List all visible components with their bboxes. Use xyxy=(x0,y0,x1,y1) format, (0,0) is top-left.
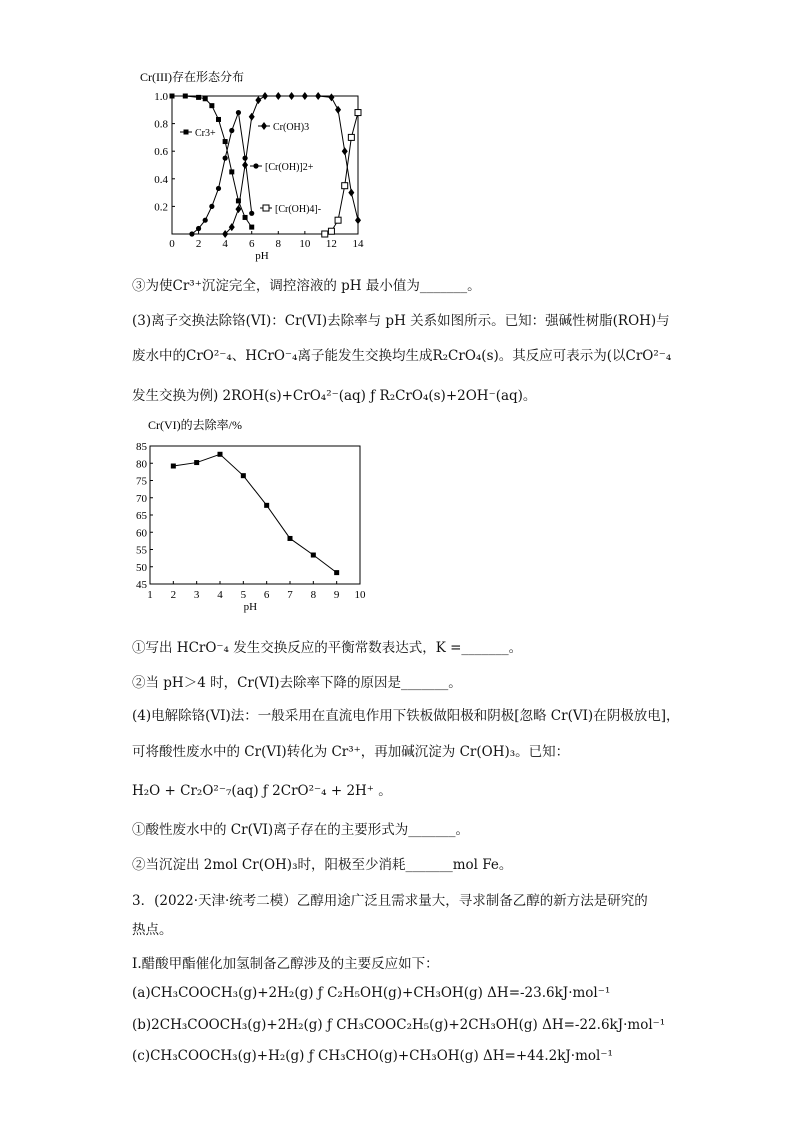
data-point xyxy=(348,134,354,140)
data-point xyxy=(184,130,189,135)
data-point xyxy=(302,92,308,100)
y-tick-label: 0.4 xyxy=(154,173,168,186)
x-tick-label: 5 xyxy=(240,589,247,601)
x-tick-label: 10 xyxy=(299,238,311,250)
data-point xyxy=(255,96,261,104)
chart2-title: Cr(VI)的去除率/% xyxy=(148,418,242,432)
removal-rate-chart xyxy=(128,414,380,614)
data-point xyxy=(342,183,348,189)
y-tick-label: 0.8 xyxy=(154,118,168,131)
reaction-a: (a)CH₃COOCH₃(g)+2H₂(g) ƒ C₂H₅OH(g)+CH₃OH(g) ΔH=-23.6kJ·mol⁻¹ xyxy=(132,985,611,1001)
q3-2-text: ②当 pH＞4 时，Cr(VI)去除率下降的原因是_______。 xyxy=(132,675,462,691)
data-point xyxy=(249,225,254,230)
x-tick-label: 8 xyxy=(275,238,282,250)
data-point xyxy=(328,228,334,234)
data-point xyxy=(334,570,339,575)
y-tick-label: 70 xyxy=(136,492,147,505)
data-point xyxy=(216,186,221,191)
data-point xyxy=(209,103,214,108)
data-point xyxy=(253,163,258,168)
x-tick-label: 2 xyxy=(170,589,177,601)
data-point xyxy=(189,231,194,236)
x-tick-label: 2 xyxy=(195,238,202,250)
y-tick-label: 0.6 xyxy=(154,146,168,159)
data-point xyxy=(229,169,234,174)
data-point xyxy=(335,217,341,223)
y-tick-label: 80 xyxy=(136,458,147,471)
chart2-marks xyxy=(171,452,339,575)
data-point xyxy=(261,122,267,130)
y-tick-label: 60 xyxy=(136,527,147,540)
p4-intro: (4)电解除铬(VI)法：一般采用在直流电作用下铁板做阳极和阴极[忽略 Cr(VI)在阴极放电]， xyxy=(132,708,680,724)
data-point xyxy=(311,553,316,558)
data-point xyxy=(328,93,334,101)
y-tick-label: 65 xyxy=(136,510,147,522)
data-point xyxy=(218,452,223,457)
chart2-frame xyxy=(150,446,360,584)
data-point xyxy=(288,536,293,541)
p4-line2: 可将酸性废水中的 Cr(VI)转化为 Cr³⁺，再加碱沉淀为 Cr(OH)₃。已知： xyxy=(132,744,570,760)
data-point xyxy=(183,94,188,99)
data-point xyxy=(315,92,321,100)
y-tick-label: 45 xyxy=(136,579,147,591)
p3-line3: 发生交换为例) 2ROH(s)+CrO₄²⁻(aq) ƒ R₂CrO₄(s)+2OH⁻(aq)。 xyxy=(132,388,537,404)
y-tick-label: 0.2 xyxy=(154,201,168,214)
x-tick-label: 9 xyxy=(333,589,340,601)
data-point xyxy=(249,211,254,216)
data-point xyxy=(196,95,201,100)
legend-label: Cr(OH)3 xyxy=(273,122,310,133)
x-tick-label: 8 xyxy=(310,589,317,601)
species-distribution-chart xyxy=(130,66,370,262)
data-point xyxy=(229,128,234,133)
data-point xyxy=(263,205,269,211)
x-tick-label: 7 xyxy=(287,589,293,601)
x-axis-label: pH xyxy=(255,250,269,262)
data-point xyxy=(264,503,269,508)
x-tick-label: 3 xyxy=(193,589,200,601)
data-point xyxy=(249,113,255,121)
q3-3-text: ③为使Cr³⁺沉淀完全，调控溶液的 pH 最小值为_______。 xyxy=(132,278,481,294)
data-point xyxy=(241,473,246,478)
x-tick-label: 14 xyxy=(352,238,364,250)
question-3-header: 3．(2022·天津·统考二模）乙醇用途广泛且需求量大，寻求制备乙醇的新方法是研究的 xyxy=(132,893,648,909)
legend-label: [Cr(OH)4]- xyxy=(275,204,322,215)
reaction-c: (c)CH₃COOCH₃(g)+H₂(g) ƒ CH₃CHO(g)+CH₃OH(g) ΔH=+44.2kJ·mol⁻¹ xyxy=(132,1048,613,1064)
x-tick-label: 12 xyxy=(325,238,337,250)
data-point xyxy=(242,156,247,161)
x-tick-label: 1 xyxy=(147,589,153,601)
data-point xyxy=(275,92,281,100)
data-point xyxy=(209,204,214,209)
part-1-intro: I.醋酸甲酯催化加氢制备乙醇涉及的主要反应如下： xyxy=(132,956,439,972)
data-point xyxy=(243,215,248,220)
data-point xyxy=(289,92,295,100)
data-point xyxy=(342,147,348,155)
data-point xyxy=(170,94,175,99)
data-point xyxy=(348,189,354,197)
data-point xyxy=(262,92,268,100)
data-point xyxy=(171,464,176,469)
data-point xyxy=(203,218,208,223)
p4-equation: H₂O + Cr₂O²⁻₇(aq) ƒ 2CrO²⁻₄ + 2H⁺ 。 xyxy=(132,783,392,799)
q4-2-text: ②当沉淀出 2mol Cr(OH)₃时，阳极至少消耗_______mol Fe。 xyxy=(132,857,513,873)
x-tick-label: 6 xyxy=(263,589,270,601)
data-point xyxy=(236,110,241,115)
data-point xyxy=(223,156,228,161)
x-tick-label: 4 xyxy=(217,589,223,601)
data-point xyxy=(322,231,328,237)
legend-label: Cr3+ xyxy=(195,128,216,139)
chart1-axes xyxy=(154,91,364,262)
p3-line2: 废水中的CrO²⁻₄、HCrO⁻₄离子能发生交换均生成R₂CrO₄(s)。其反应可表示为(以CrO²⁻₄ xyxy=(132,348,672,364)
legend-label: [Cr(OH)]2+ xyxy=(265,162,314,173)
y-tick-label: 50 xyxy=(136,561,147,574)
x-axis-label: pH xyxy=(243,601,258,613)
data-point xyxy=(223,139,228,144)
p3-intro: (3)离子交换法除铬(VI)：Cr(VI)去除率与 pH 关系如图所示。已知：强碱性树脂(ROH)与 xyxy=(132,313,670,329)
y-tick-label: 1.0 xyxy=(154,91,168,103)
data-point xyxy=(355,216,361,224)
y-tick-label: 85 xyxy=(136,441,147,453)
q3-1-text: ①写出 HCrO⁻₄ 发生交换反应的平衡常数表达式，K =_______。 xyxy=(132,640,523,656)
data-point xyxy=(203,96,208,101)
series-0 xyxy=(170,94,255,230)
data-point xyxy=(335,106,341,114)
x-tick-label: 0 xyxy=(169,238,175,250)
chart1-title: Cr(III)存在形态分布 xyxy=(140,70,244,84)
data-point xyxy=(196,226,201,231)
x-tick-label: 6 xyxy=(248,238,255,250)
q4-1-text: ①酸性废水中的 Cr(VI)离子存在的主要形式为_______。 xyxy=(132,822,469,838)
x-tick-label: 10 xyxy=(354,589,366,601)
reaction-b: (b)2CH₃COOCH₃(g)+2H₂(g) ƒ CH₃COOC₂H₅(g)+2CH₃OH(g) ΔH=-22.6kJ·mol⁻¹ xyxy=(132,1017,666,1033)
question-3-header-2: 热点。 xyxy=(132,922,173,938)
data-point xyxy=(216,117,221,122)
x-tick-label: 4 xyxy=(222,238,228,250)
chart2-axes xyxy=(136,441,366,613)
data-point xyxy=(355,110,361,116)
data-point xyxy=(194,460,199,465)
y-tick-label: 75 xyxy=(136,475,147,488)
y-tick-label: 55 xyxy=(136,544,147,557)
